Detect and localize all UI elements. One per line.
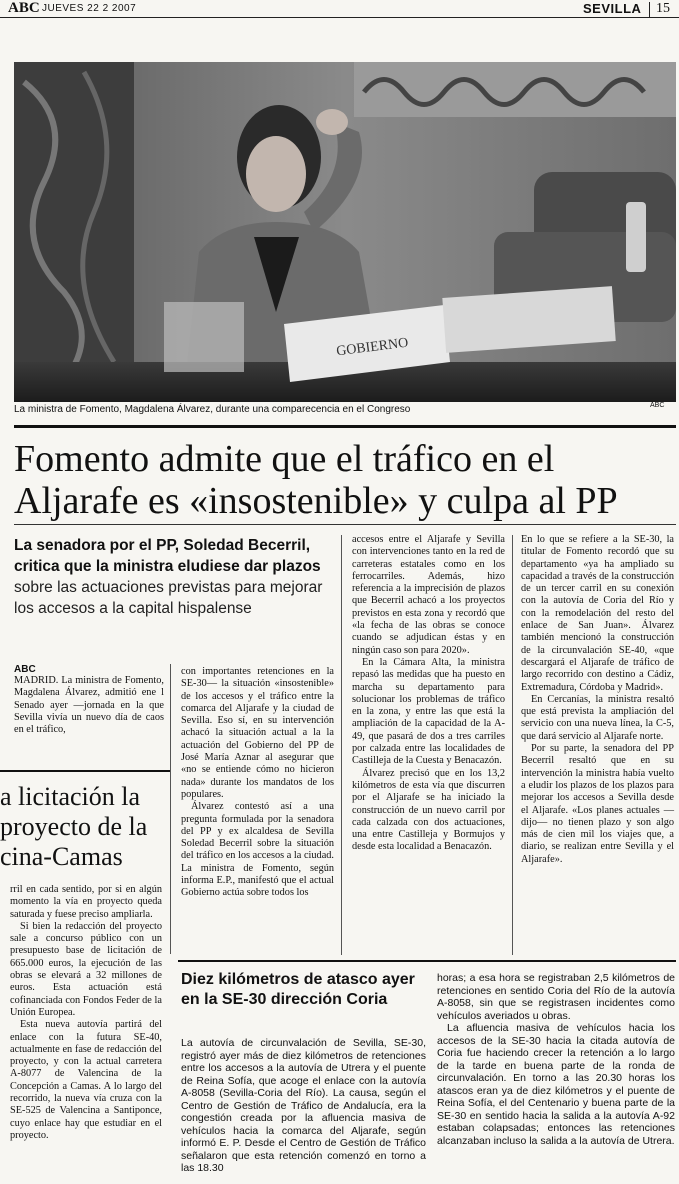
article-paragraph: con importantes retenciones en la SE-30— la situación «insostenible» de los accesos y el tráfico entre la comarca del Aljarafe y la ciudad de Sevilla. Eso sí, en su intervención achacó la situación actual a la la actuación del Gobierno del PP de José María Aznar al asegurar que «no se entiende cómo no hicieron nada» durante los mandatos de los populares. — [181, 666, 334, 800]
article-paragraph: La autovía de circunvalación de Sevilla, SE-30, registró ayer más de diez kilómetros de retenciones entre los accesos a la autovía de Utrera y el puente de Reina Sofía, que acoge el enlace con la autovía A-8058 (Sevilla-Coria del Río). La causa, según el Centro de Gestión de Tráfico de Andalucía, era la congestión creada por la afluencia masiva de vehículos hacia la comarca del Aljarafe, según informó E. P. Desde el Centro de Gestión de Tráfico señalaron que esta retención comenzó en torno a las 18.30 — [181, 1037, 426, 1174]
article-paragraph: En la Cámara Alta, la ministra repasó las medidas que ha puesto en marcha su departamento para solucionar los problemas de tráfico en la zona, y entre las que está la ampliación de la capacidad de la A-49, que pasará de dos a tres carriles por calzada entre las localidades de Castilleja de la Cuesta y Benacazón. — [352, 656, 505, 767]
photo-illustration — [14, 62, 676, 402]
newspaper-logo: ABC — [8, 0, 40, 16]
article-paragraph: Si bien la redacción del proyecto sale a concurso público con un presupuesto base de licitación de 665.000 euros, la ejecución de las obras se elevará a 32 millones de euros. Esta actuación está cofinanciada con Fondos Feder de la Unión Europea. — [10, 920, 162, 1018]
article-paragraph: En lo que se refiere a la SE-30, la titular de Fomento recordó que su departamento «ya ha ampliado su capacidad a través de la construcción de un tercer carril en su conexión con la autovía de Coria del Río y con la remodelación del resto del enlace de San Juan». Álvarez también mencionó la construcción de la circunvalación SE-40, «que descargará el Aljarafe de tráfico de largo recorrido con destino a Cádiz, Extremadura, Córdoba y Madrid». — [521, 534, 674, 693]
article-paragraph: En Cercanías, la ministra resaltó que está prevista la ampliación del servicio con una nueva línea, la C-5, que dará servicio al Aljarafe norte. — [521, 693, 674, 742]
news-photo — [14, 62, 676, 402]
box-article-column-1 — [181, 1037, 426, 1175]
article-paragraph: Por su parte, la senadora del PP Becerril resaltó que en su intervención la ministra había vuelto a eludir los plazos de los plazos para mejorar los accesos a Sevilla desde el Aljarafe. «Los planes actuales —dijo— no tienen plazo y son algo más de cien mil los viajes que, a diario, se realizan entre Sevilla y el Aljarafe». — [521, 743, 674, 865]
box-article-rule — [178, 960, 676, 962]
headline-top-rule — [14, 425, 676, 428]
placard-text: GOBIERNO — [335, 335, 410, 360]
main-headline: Fomento admite que el tráfico en el Aljarafe es «insostenible» y culpa al PP — [14, 438, 618, 522]
article-paragraph: Esta nueva autovía partirá del enlace con la futura SE-40, actualmente en fase de redacción del proyecto, y con la actual carretera A-8077 de Valencina de la Concepción a Camas. A lo largo del recorrido, la nueva vía cruza con la SE-525 de Valencina a Santiponce, cuyo enlace hay que estudiar en el proyecto. — [10, 1019, 162, 1141]
page-number: 15 — [656, 1, 670, 16]
article-column-1 — [14, 664, 164, 736]
article-paragraph: accesos entre el Aljarafe y Sevilla con intervenciones tanto en la red de carreteras estatales como en los ferrocarriles. Además, hizo referencia a la imprecisión de plazos que Becerril achacó a los proyectos previstos en esta zona y recordó que «la fecha de las obras se conoce cuando se adjudican éstas y en ningún caso son para 2020». — [352, 534, 505, 656]
side-article-rule — [0, 770, 170, 772]
column-divider — [170, 664, 171, 954]
column-divider — [512, 535, 513, 955]
issue-date: JUEVES 22 2 2007 — [42, 3, 137, 14]
article-column-3 — [352, 534, 505, 854]
section-name: SEVILLA — [583, 1, 642, 16]
byline: ABC — [14, 664, 36, 675]
box-article-headline: Diez kilómetros de atasco ayer en la SE-30 dirección Coria — [181, 971, 415, 1008]
header-divider — [649, 2, 650, 17]
photo-credit: ABC — [650, 402, 665, 409]
article-column-4 — [521, 534, 674, 866]
article-paragraph: horas; a esa hora se registraban 2,5 kilómetros de retenciones en sentido Coria del Río de la autovía A-8058, sin que se registrasen incidentes como vehículos averiados u obras. — [437, 972, 675, 1022]
side-article-headline: a licitación la proyecto de la cina-Camas — [0, 782, 148, 871]
article-paragraph: MADRID. La ministra de Fomento, Magdalena Álvarez, admitió ene l Senado ayer —jornada en la que Sevilla vivía un nuevo día de caos en el tráfico, — [14, 675, 164, 736]
column-divider — [341, 535, 342, 955]
headline-bottom-rule — [14, 524, 676, 525]
box-article-column-2 — [437, 972, 675, 1147]
article-paragraph: Álvarez precisó que en los 13,2 kilómetros de esta vía que discurren por el Aljarafe se ha iniciado la construcción de un nuevo carril por cada calzada con dos actuaciones, una entre Castilleja y Bormujos y desde esta localidad a Benacazón. — [352, 767, 505, 853]
article-paragraph: rril en cada sentido, por si en algún momento la vía en proyecto queda saturada y fuese preciso ampliarla. — [10, 884, 162, 920]
photo-caption: La ministra de Fomento, Magdalena Álvarez, durante una comparecencia en el Congreso — [14, 404, 411, 415]
side-article-body — [10, 884, 162, 1142]
deck-regular: sobre las actuaciones previstas para mejorar los accesos a la capital hispalense — [14, 579, 323, 617]
header-rule — [0, 17, 679, 18]
deck-bold: La senadora por el PP, Soledad Becerril, critica que la ministra eludiese dar plazos — [14, 537, 321, 575]
article-paragraph: La afluencia masiva de vehículos hacia los accesos de la SE-30 hacia la citada autovía de Coria fue haciendo crecer la retención a lo largo de la tarde en buena parte de la ronda de circunvalación. En torno a las 20.30 horas los atascos eran ya de diez kilómetros y el puente de Reina Sofía, el del Centenario y buena parte de la SE-30 en sentido hacia la salida a la autovía A-92 estaban colapsadas; entonces las retenciones alcanzaban incluso la salida a la autovía de Utrera. — [437, 1022, 675, 1147]
article-column-2 — [181, 666, 334, 900]
article-paragraph: Álvarez contestó así a una pregunta formulada por la senadora del PP y ex alcaldesa de Sevilla Soledad Becerril sobre la situación del tráfico en los accesos a la ciudad. La ministra de Fomento, según informa E.P., manifestó que el actual Gobierno actúa sobre todos los — [181, 801, 334, 899]
